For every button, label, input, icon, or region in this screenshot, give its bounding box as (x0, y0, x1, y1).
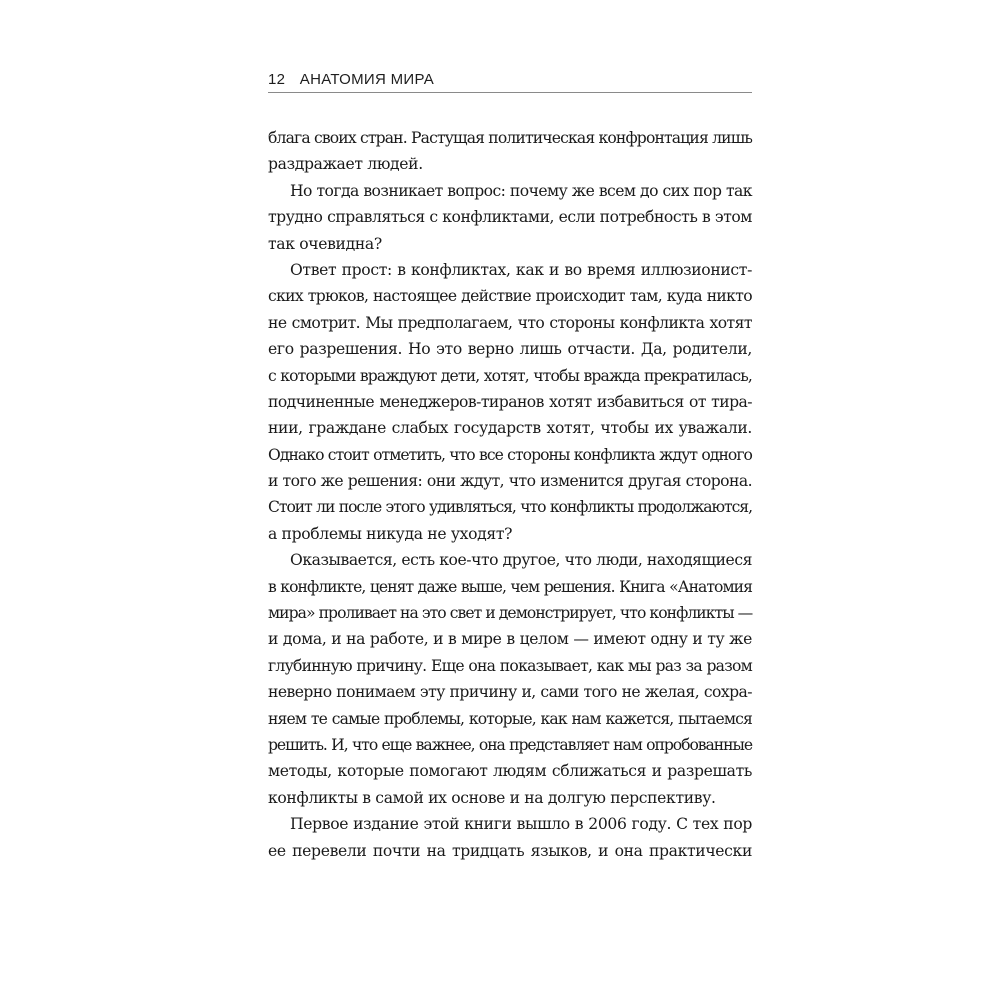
text-line: конфликты в самой их основе и на долгую перспективу. (268, 788, 716, 807)
paragraph (268, 547, 752, 811)
paragraph (268, 125, 752, 178)
text-line: его разрешения. Но это верно лишь отчасти. Да, родители, (268, 340, 752, 359)
text-line: трудно справляться с конфликтами, если потребность в этом (268, 208, 752, 227)
text-line: не смотрит. Мы предполагаем, что стороны конфликта хотят (268, 313, 752, 332)
running-title: АНАТОМИЯ МИРА (299, 71, 435, 88)
paragraph (268, 178, 752, 257)
text-line: с которыми враждуют дети, хотят, чтобы вражда прекратилась, (268, 366, 752, 385)
text-line: глубинную причину. Еще она показывает, как мы раз за разом (268, 656, 752, 675)
text-line: Стоит ли после этого удивляться, что конфликты продолжаются, (268, 498, 752, 517)
text-line: мира» проливает на это свет и демонстрирует, что конфликты — (268, 604, 753, 623)
text-line: ских трюков, настоящее действие происходит там, куда никто (268, 287, 752, 306)
text-line: так очевидна? (268, 234, 382, 253)
paragraph (268, 811, 752, 864)
text-line: Однако стоит отметить, что все стороны конфликта ждут одного (268, 445, 752, 464)
body-text (268, 125, 752, 864)
text-line: блага своих стран. Растущая политическая конфронтация лишь (268, 129, 752, 147)
text-line: и дома, и на работе, и в мире в целом — имеют одну и ту же (268, 630, 752, 649)
text-line: нии, граждане слабых государств хотят, чтобы их уважали. (268, 419, 752, 438)
text-line: решить. И, что еще важнее, она представляет нам опробованные (268, 735, 752, 754)
text-line: Ответ прост: в конфликтах, как и во время иллюзионист- (290, 260, 752, 279)
text-line: раздражает людей. (268, 155, 423, 174)
text-line: ее перевели почти на тридцать языков, и она практически (268, 841, 752, 860)
text-line: Оказывается, есть кое-что другое, что люди, находящиеся (290, 551, 752, 570)
text-line: а проблемы никуда не уходят? (268, 524, 513, 543)
page-number: 12 (268, 71, 286, 88)
text-line: методы, которые помогают людям сближаться и разрешать (268, 762, 752, 781)
running-header (268, 70, 752, 92)
text-line: подчиненные менеджеров-тиранов хотят избавиться от тира- (268, 392, 752, 411)
text-line: в конфликте, ценят даже выше, чем решения. Книга «Анатомия (268, 577, 752, 596)
paragraph (268, 257, 752, 547)
text-line: неверно понимаем эту причину и, сами того не желая, сохра- (268, 683, 752, 702)
text-line: Первое издание этой книги вышло в 2006 году. С тех пор (290, 815, 752, 834)
header-rule (268, 92, 752, 93)
text-line: Но тогда возникает вопрос: почему же всем до сих пор так (290, 181, 752, 200)
text-line: и того же решения: они ждут, что изменится другая сторона. (268, 472, 752, 491)
text-line: няем те самые проблемы, которые, как нам кажется, пытаемся (268, 709, 752, 728)
